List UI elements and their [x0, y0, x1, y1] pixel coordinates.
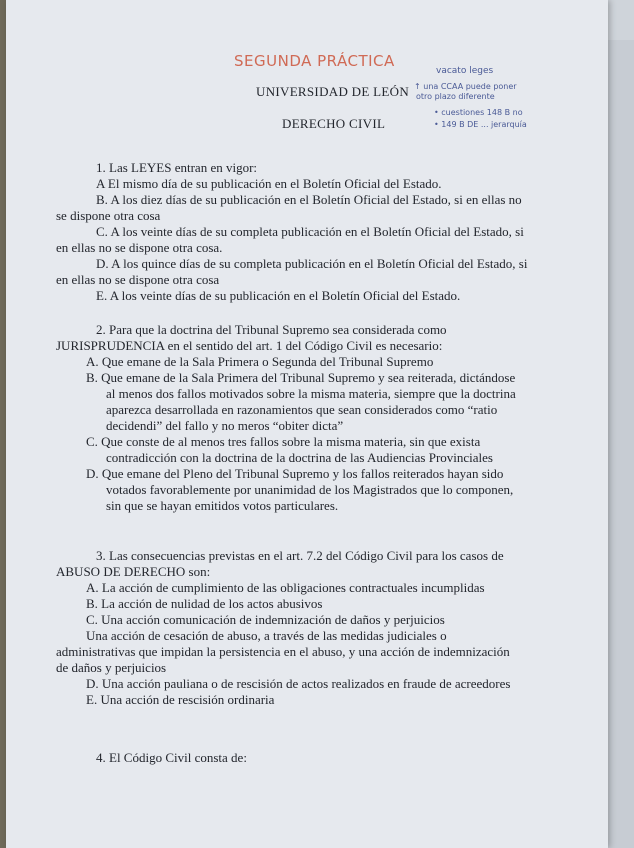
handwritten-title: SEGUNDA PRÁCTICA — [234, 52, 395, 70]
answer-option: B. La acción de nulidad de los actos abusivos — [86, 596, 323, 611]
answer-continuation: sin que se hayan emitidos votos particulares. — [106, 498, 339, 513]
answer-option: C. Que conste de al menos tres fallos sobre la misma materia, sin que exista — [86, 434, 481, 449]
answer-continuation: decidendi” del fallo y no meros “obiter dicta” — [106, 418, 344, 433]
university-name: UNIVERSIDAD DE LEÓN — [256, 84, 410, 99]
question-stem: 1. Las LEYES entran en vigor: — [96, 160, 258, 175]
answer-option: E. A los veinte días de su publicación en el Boletín Oficial del Estado. — [96, 288, 461, 303]
handwritten-note: ↑ una CCAA puede poner — [414, 82, 517, 91]
handwritten-note: • cuestiones 148 B no — [434, 108, 523, 117]
answer-option: D. A los quince días de su completa publicación en el Boletín Oficial del Estado, si — [96, 256, 528, 271]
answer-continuation: administrativas que impidan la persistencia en el abuso, y una acción de indemnización — [56, 644, 510, 659]
question-stem: 2. Para que la doctrina del Tribunal Supremo sea considerada como — [96, 322, 447, 337]
answer-continuation: al menos dos fallos motivados sobre la misma materia, siempre que la doctrina — [106, 386, 516, 401]
answer-continuation: en ellas no se dispone otra cosa — [56, 272, 220, 287]
question-1 — [56, 160, 576, 304]
question-stem: 4. El Código Civil consta de: — [96, 750, 247, 765]
answer-continuation: votados favorablemente por unanimidad de los Magistrados que lo componen, — [106, 482, 514, 497]
answer-option: A. La acción de cumplimiento de las obligaciones contractuales incumplidas — [86, 580, 485, 595]
question-stem: 3. Las consecuencias previstas en el art. 7.2 del Código Civil para los casos de — [96, 548, 504, 563]
answer-continuation: de daños y perjuicios — [56, 660, 167, 675]
answer-option: A El mismo día de su publicación en el Boletín Oficial del Estado. — [96, 176, 442, 191]
answer-option: D. Que emane del Pleno del Tribunal Supremo y los fallos reiterados hayan sido — [86, 466, 504, 481]
answer-continuation: contradicción con la doctrina de la doctrina de las Audiencias Provinciales — [106, 450, 493, 465]
exam-page — [6, 0, 608, 848]
answer-option: B. A los diez días de su publicación en el Boletín Oficial del Estado, si en ellas no — [96, 192, 522, 207]
answer-option: E. Una acción de rescisión ordinaria — [86, 692, 275, 707]
question-2 — [56, 322, 576, 514]
answer-continuation: se dispone otra cosa — [56, 208, 161, 223]
handwritten-note: • 149 B DE ... jerarquía — [434, 120, 527, 129]
question-stem: JURISPRUDENCIA en el sentido del art. 1 del Código Civil es necesario: — [56, 338, 443, 353]
answer-option: D. Una acción pauliana o de rescisión de actos realizados en fraude de acreedores — [86, 676, 511, 691]
answer-option-marked: C. A los veinte días de su completa publicación en el Boletín Oficial del Estado, si — [96, 224, 524, 239]
course-name: DERECHO CIVIL — [282, 116, 386, 131]
question-3 — [56, 548, 576, 708]
question-4 — [56, 750, 576, 766]
answer-continuation: en ellas no se dispone otra cosa. — [56, 240, 223, 255]
answer-option-marked: C. Una acción comunicación de indemnización de daños y perjuicios — [86, 612, 445, 627]
handwritten-note: vacato leges — [436, 66, 494, 76]
answer-continuation: Una acción de cesación de abuso, a través de las medidas judiciales o — [86, 628, 447, 643]
handwritten-note: otro plazo diferente — [416, 92, 495, 101]
answer-option-marked: B. Que emane de la Sala Primera del Tribunal Supremo y sea reiterada, dictándose — [86, 370, 516, 385]
answer-option: A. Que emane de la Sala Primera o Segunda del Tribunal Supremo — [86, 354, 434, 369]
answer-continuation: aparezca desarrollada en razonamientos que sean considerados como “ratio — [106, 402, 498, 417]
question-stem: ABUSO DE DERECHO son: — [56, 564, 211, 579]
